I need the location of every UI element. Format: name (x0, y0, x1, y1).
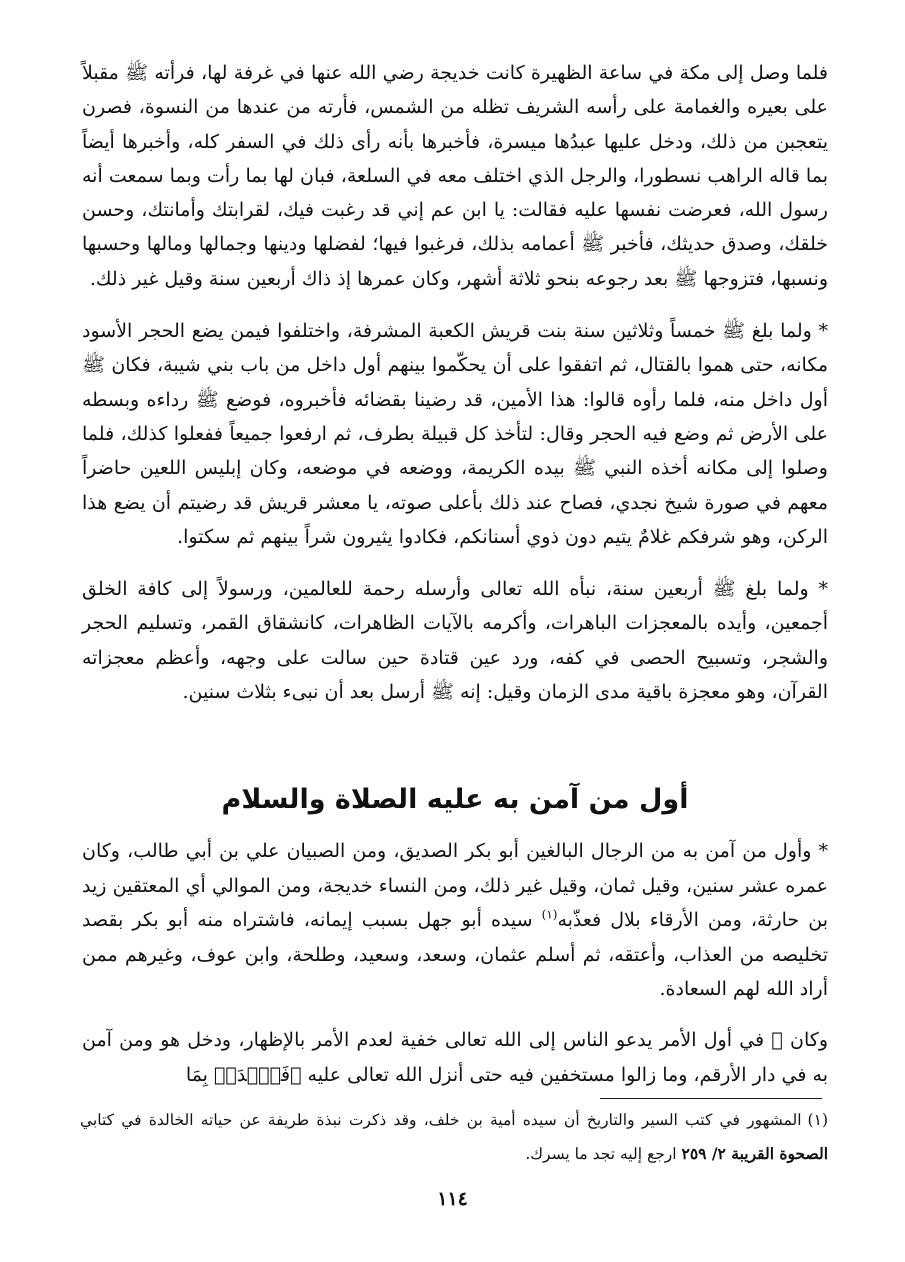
footnote-number: (١) (807, 1111, 828, 1129)
footnote-tail: ارجع إليه تجد ما يسرك. (525, 1145, 682, 1163)
paragraph-kaaba-black-stone: * ولما بلغ ﷺ خمساً وثلاثين سنة بنت قريش الكعبة المشرفة، واختلفوا فيمن يضع الحجر الأسود مكانه، حتى هموا بالقتال، ثم اتفقوا على أن يحكّموا بينهم أول داخل من باب بني شيبة، فكان ﷺ أول داخل منه، فلما رأوه قالوا: هذا الأمين، قد رضينا بقضائه فأخبروه، فوضع ﷺ رداءه وبسطه على الأرض ثم وضع فيه الحجر وقال: لتأخذ كل قبيلة بطرف، ثم ارفعوا جميعاً ففعلوا كذلك، فلما وصلوا إلى مكانه أخذه النبي ﷺ بيده الكريمة، ووضعه في موضعه، وكان إبليس اللعين حاضراً معهم في صورة شيخ نجدي، فصاح عند ذلك بأعلى صوته، يا معشر قريش قد رضيتم أن يضع هذا الركن، وهو شرفكم غلامٌ يتيم دون ذوي أسنانكم، فكادوا يثيرون شراً بينهم ثم سكتوا. (82, 320, 828, 548)
footnote-book-title: الصحوة القريبة ٢/ ٢٥٩ (681, 1144, 828, 1163)
paragraph-prophethood: * ولما بلغ ﷺ أربعين سنة، نبأه الله تعالى وأرسله رحمة للعالمين، ورسولاً إلى كافة الخلق أجمعين، وأيده بالمعجزات الباهرات، وأكرمه بالآيات الظاهرات، كانشقاق القمر، وتسليم الحجر والشجر، وتسبيح الحصى في كفه، ورد عين قتادة حين سالت على وجهه، وأعظم معجزاته القرآن، وهو معجزة باقية مدى الزمان وقيل: إنه ﷺ أرسل بعد أن نبىء بثلاث سنين. (82, 578, 828, 704)
first-believers-text-a: * وأول من آمن به من الرجال البالغين أبو بكر الصديق، ومن الصبيان علي بن أبي طالب، وكان عمره عشر سنين، وقيل ثمان، وقيل غير ذلك، ومن النساء خديجة، ومن الموالي أي المعتقين زيد بن حارثة، ومن الأرقاء بلال فعذّبه (82, 840, 828, 932)
section-text-block (82, 834, 828, 1092)
main-text-block (82, 56, 828, 709)
paragraph-khadija-marriage: فلما وصل إلى مكة في ساعة الظهيرة كانت خديجة رضي الله عنها في غرفة لها، فرأته ﷺ مقبلاً على بعيره والغمامة على رأسه الشريف تظله من الشمس، فأرته من عندها من النسوة، فصرن يتعجبن من ذلك، ودخل عليها عبدُها ميسرة، فأخبرها بأنه رأى ذلك في السفر كله، وأخبرها أيضاً بما قاله الراهب نسطورا، والرجل الذي اختلف معه في السلعة، فبان لها بما رأت وبما سمعت أنه رسول الله، فعرضت نفسها عليه فقالت: يا ابن عم إني قد رغبت فيك، لقرابتك وأمانتك، وحسن خلقك، وصدق حديثك، فأخبر ﷺ أعمامه بذلك، فرغبوا فيها؛ لفضلها ودينها وجمالها ومالها وحسبها ونسبها، فتزوجها ﷺ بعد رجوعه بنحو ثلاثة أشهر، وكان عمرها إذ ذاك أربعين سنة وقيل غير ذلك. (82, 62, 828, 290)
footnote (80, 1104, 828, 1171)
page-number: ١١٤ (437, 1188, 468, 1210)
footnote-reference: (١) (541, 907, 558, 922)
first-believers-text-b: سيده أبو جهل بسبب إيمانه، فاشتراه منه أبو بكر بقصد تخليصه من العذاب، وأعتقه، ثم أسلم عثمان، وسعد، وسعيد، وطلحة، وابن عوف، وغيرهم ممن أراد الله لهم السعادة. (82, 909, 828, 1001)
paragraph-secret-call: وكان ﷺ في أول الأمر يدعو الناس إلى الله تعالى خفية لعدم الأمر بالإظهار، ودخل هو ومن آمن به في دار الأرقم، وما زالوا مستخفين فيه حتى أنزل الله تعالى عليه ﴿فَٱصۡدَعۡ بِمَا (82, 1028, 828, 1086)
section-heading: أول من آمن به عليه الصلاة والسلام (221, 784, 689, 815)
paragraph-first-believers (82, 834, 828, 1007)
footnote-divider (600, 1098, 822, 1099)
footnote-text: المشهور في كتب السير والتاريخ أن سيده أمية بن خلف، وقد ذكرت نبذة طريفة عن حياته الخالدة في كتابي (80, 1111, 802, 1129)
